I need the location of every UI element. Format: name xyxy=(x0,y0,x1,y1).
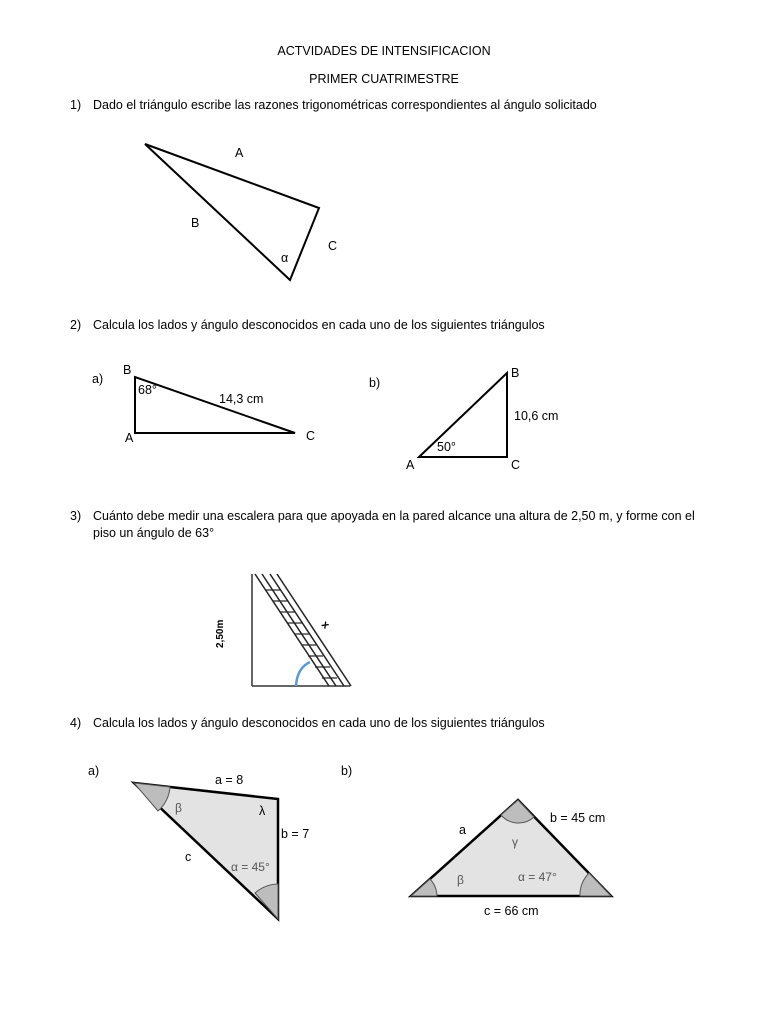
fig2a-angle: 68° xyxy=(138,383,157,397)
question-1-text: Dado el triángulo escribe las razones trigonométricas correspondientes al ángulo solicitado xyxy=(93,98,597,112)
fig4a-side-b: b = 7 xyxy=(281,827,310,841)
fig2a-part-label: a) xyxy=(92,372,104,386)
fig2a-vertex-c: C xyxy=(306,429,316,443)
fig2b-side: 10,6 cm xyxy=(514,409,559,423)
question-2-number: 2) xyxy=(70,318,82,332)
fig2a-hypotenuse: 14,3 cm xyxy=(219,392,264,406)
fig4a-angle-lambda: λ xyxy=(259,804,266,818)
fig2b-part-label: b) xyxy=(369,376,381,390)
figure-4b-triangle xyxy=(341,764,611,918)
fig4a-angle-alpha: α = 45° xyxy=(231,860,270,874)
fig4b-side-a: a xyxy=(459,823,466,837)
fig1-label-c: C xyxy=(328,239,338,253)
fig2b-angle: 50° xyxy=(437,440,456,454)
fig4b-angle-beta: β xyxy=(457,873,464,887)
worksheet-subtitle: PRIMER CUATRIMESTRE xyxy=(309,72,459,86)
fig2b-vertex-a: A xyxy=(406,458,415,472)
question-2-text: Calcula los lados y ángulo desconocidos en cada uno de los siguientes triángulos xyxy=(93,318,545,332)
question-3-number: 3) xyxy=(70,509,82,523)
ladder-angle-arc xyxy=(296,662,310,686)
fig1-angle-alpha: α xyxy=(281,251,289,265)
figure-2b-triangle xyxy=(369,366,558,472)
fig4b-side-b: b = 45 cm xyxy=(550,811,606,825)
figure-1-triangle xyxy=(145,144,337,280)
worksheet-title: ACTVIDADES DE INTENSIFICACION xyxy=(277,44,491,58)
fig4a-angle-beta: β xyxy=(175,801,182,815)
fig1-label-a: A xyxy=(235,146,244,160)
fig4b-angle-gamma-arc xyxy=(501,800,534,823)
question-1-number: 1) xyxy=(70,98,82,112)
fig3-ladder-label: x xyxy=(318,618,332,632)
figure-4a-triangle xyxy=(88,764,309,919)
fig4b-angle-alpha: α = 47° xyxy=(518,870,557,884)
fig4b-side-c: c = 66 cm xyxy=(484,904,539,918)
figure-3-ladder xyxy=(215,574,351,686)
question-3-text: Cuánto debe medir una escalera para que apoyada en la pared alcance una altura de 2,50 m, y forme con el piso un ángulo de 63° xyxy=(93,509,695,540)
fig2b-vertex-c: C xyxy=(511,458,521,472)
fig4a-part-label: a) xyxy=(88,764,100,778)
fig4a-side-c: c xyxy=(185,850,192,864)
fig4b-angle-gamma: γ xyxy=(512,835,518,849)
question-4-number: 4) xyxy=(70,716,82,730)
fig2b-vertex-b: B xyxy=(511,366,520,380)
ladder-rungs xyxy=(266,590,337,678)
fig4b-part-label: b) xyxy=(341,764,353,778)
question-4-text: Calcula los lados y ángulo desconocidos en cada uno de los siguientes triángulos xyxy=(93,716,545,730)
fig1-label-b: B xyxy=(191,216,200,230)
fig2a-vertex-b: B xyxy=(123,363,132,377)
fig4a-side-a: a = 8 xyxy=(215,773,244,787)
fig3-height-label: 2,50m xyxy=(215,619,226,648)
figure-2a-triangle xyxy=(92,363,315,445)
fig2a-vertex-a: A xyxy=(125,431,134,445)
